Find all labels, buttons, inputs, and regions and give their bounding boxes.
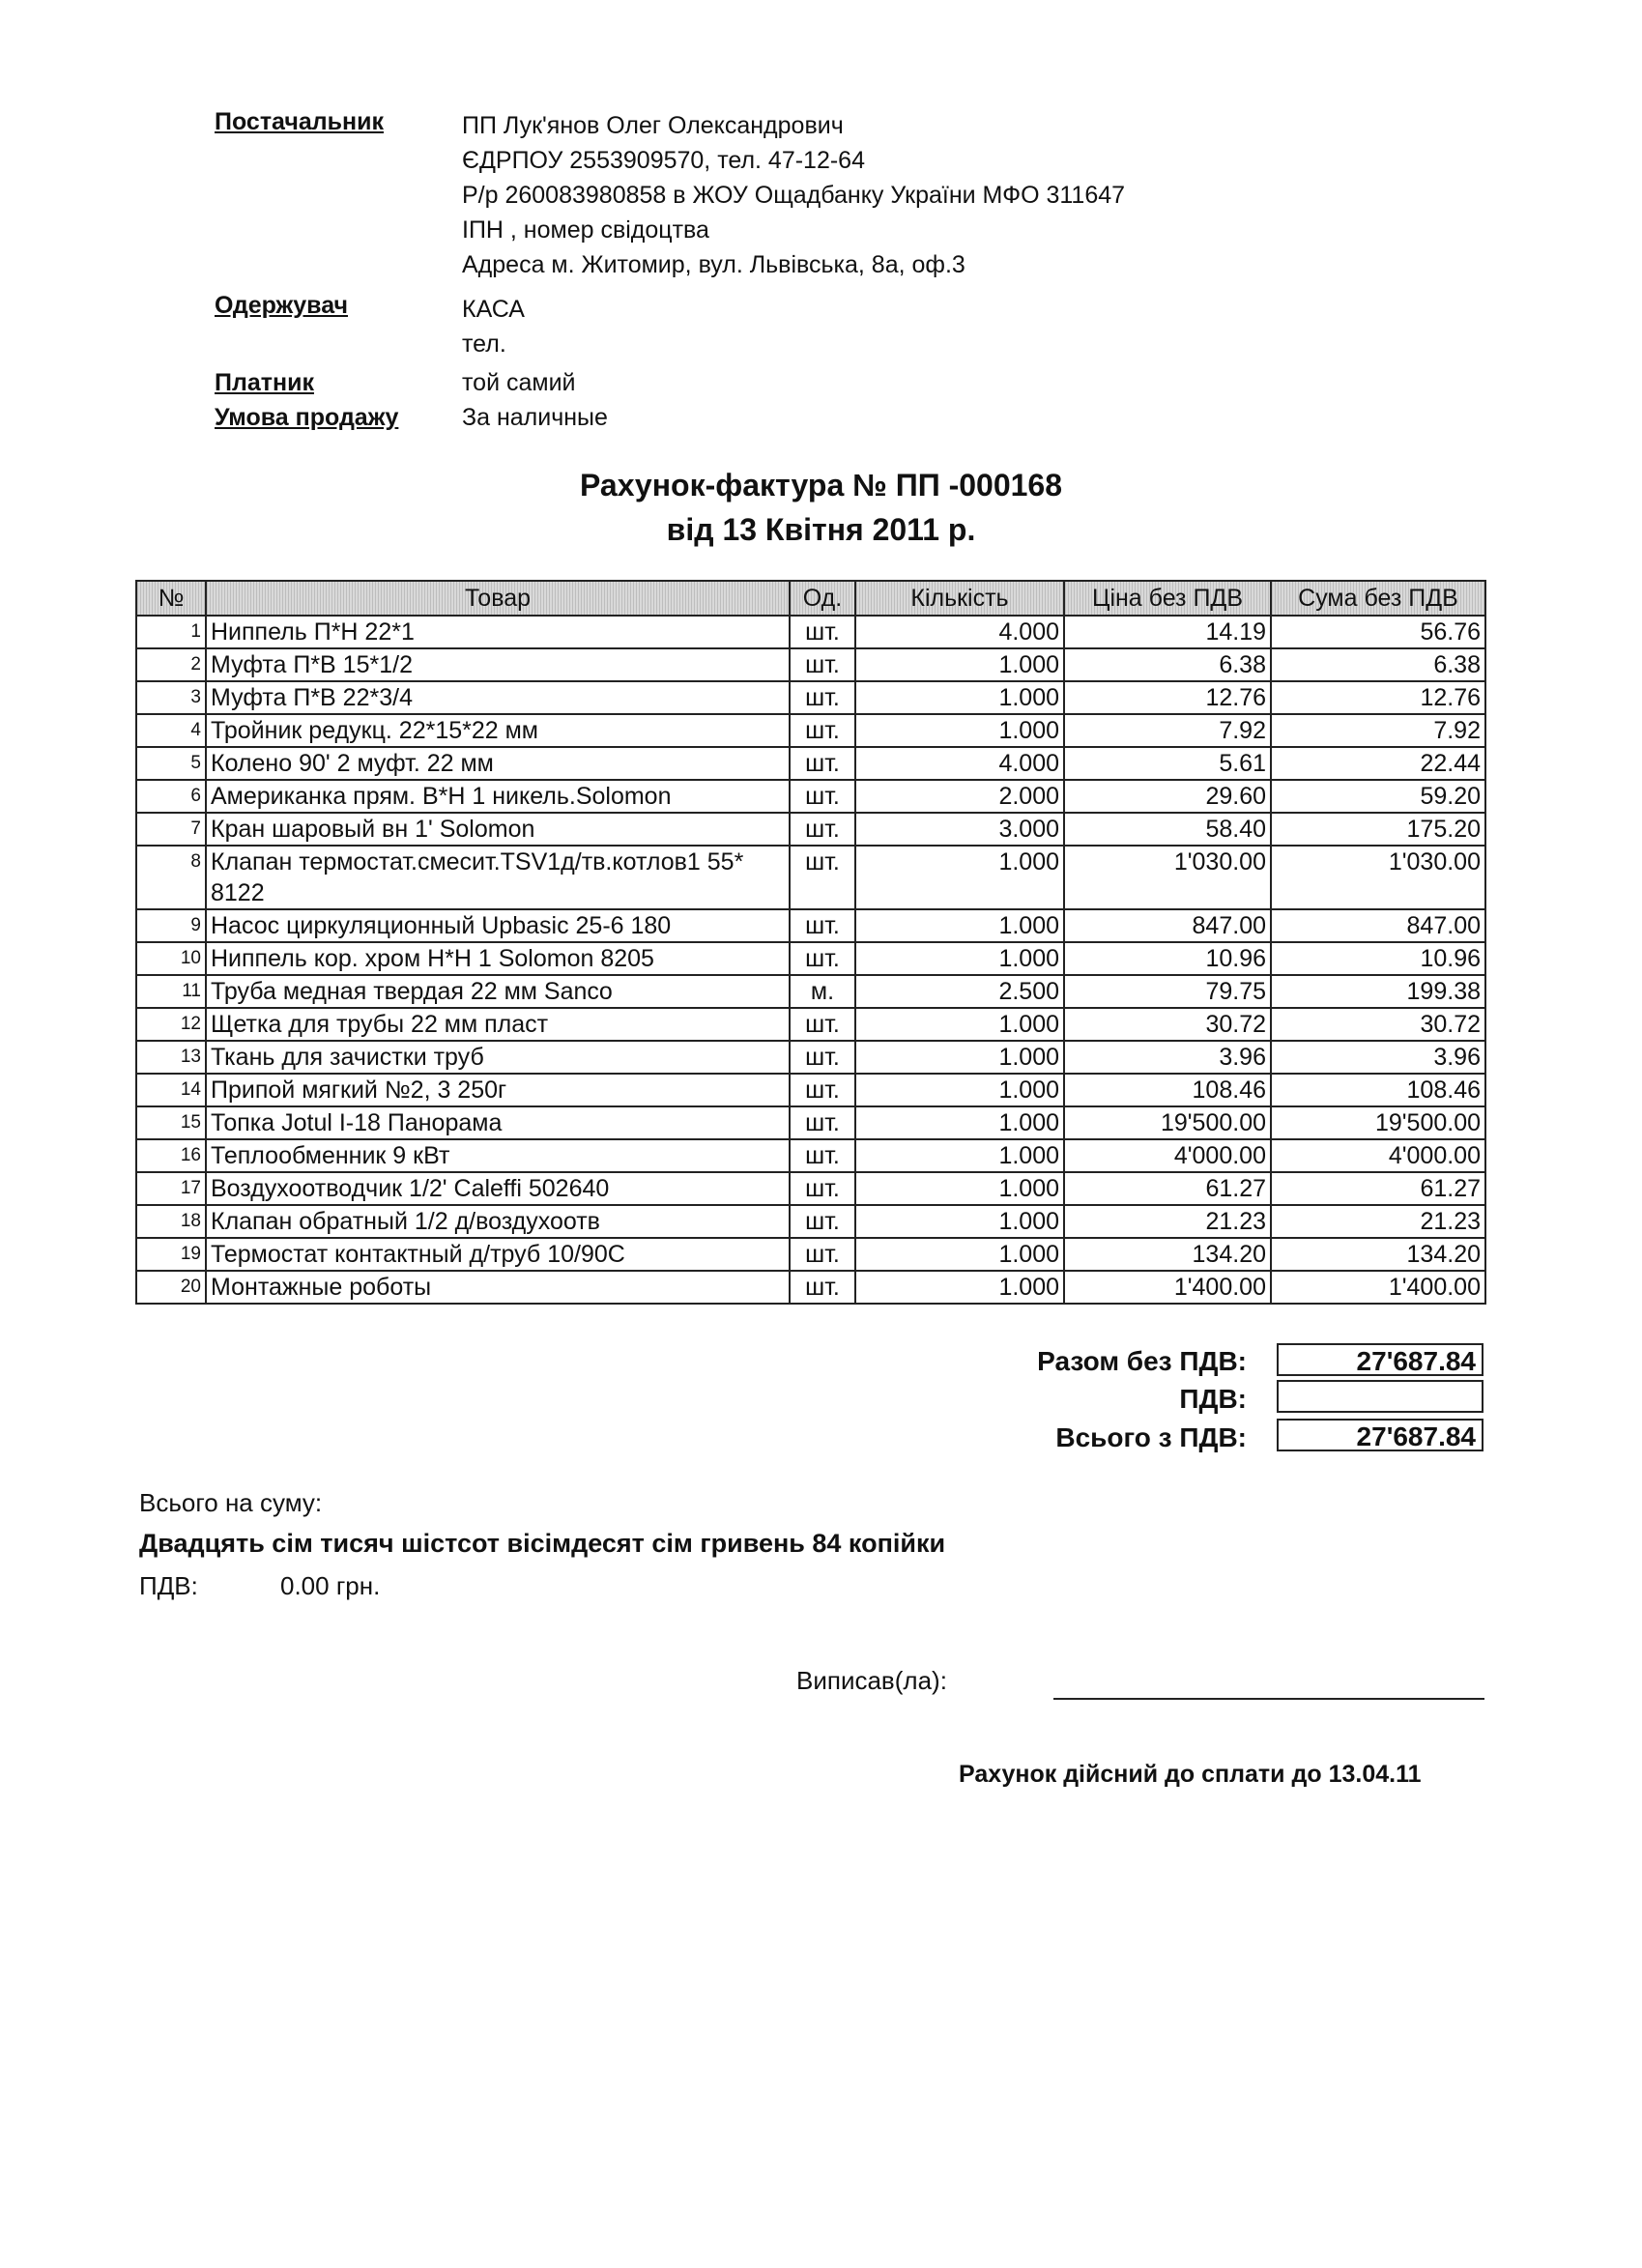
- col-header-product: Товар: [206, 581, 790, 616]
- row-unit: шт.: [790, 1205, 855, 1238]
- col-header-sum: Сума без ПДВ: [1271, 581, 1485, 616]
- row-sum: 108.46: [1271, 1074, 1485, 1106]
- row-unit: шт.: [790, 846, 855, 909]
- row-quantity: 1.000: [855, 714, 1064, 747]
- invoice-date: від 13 Квітня 2011 р.: [666, 512, 976, 547]
- row-sum: 134.20: [1271, 1238, 1485, 1271]
- row-price: 30.72: [1064, 1008, 1271, 1041]
- row-quantity: 1.000: [855, 909, 1064, 942]
- row-unit: шт.: [790, 1106, 855, 1139]
- col-header-quantity: Кількість: [855, 581, 1064, 616]
- row-quantity: 1.000: [855, 681, 1064, 714]
- row-sum: 59.20: [1271, 780, 1485, 813]
- row-number: 10: [136, 942, 206, 975]
- row-unit: шт.: [790, 1041, 855, 1074]
- table-row: [136, 1041, 1485, 1074]
- row-unit: шт.: [790, 813, 855, 846]
- row-sum: 56.76: [1271, 616, 1485, 648]
- receiver-line: КАСА: [462, 296, 525, 323]
- row-sum: 61.27: [1271, 1172, 1485, 1205]
- row-number: 15: [136, 1106, 206, 1139]
- table-row: [136, 1139, 1485, 1172]
- table-row: [136, 1106, 1485, 1139]
- row-number: 13: [136, 1041, 206, 1074]
- row-quantity: 4.000: [855, 747, 1064, 780]
- row-price: 10.96: [1064, 942, 1271, 975]
- row-product-name: Ниппель П*Н 22*1: [206, 616, 790, 648]
- payer-value: той самий: [462, 369, 576, 396]
- row-product-name: Воздухоотводчик 1/2' Caleffi 502640: [206, 1172, 790, 1205]
- row-sum: 6.38: [1271, 648, 1485, 681]
- row-quantity: 2.000: [855, 780, 1064, 813]
- row-price: 14.19: [1064, 616, 1271, 648]
- row-product-name: Ткань для зачистки труб: [206, 1041, 790, 1074]
- row-quantity: 1.000: [855, 1238, 1064, 1271]
- row-sum: 19'500.00: [1271, 1106, 1485, 1139]
- col-header-price: Ціна без ПДВ: [1064, 581, 1271, 616]
- row-quantity: 1.000: [855, 1074, 1064, 1106]
- row-sum: 10.96: [1271, 942, 1485, 975]
- row-price: 6.38: [1064, 648, 1271, 681]
- row-sum: 30.72: [1271, 1008, 1485, 1041]
- vat-label: ПДВ:: [1179, 1384, 1247, 1414]
- payer-label: Платник: [215, 369, 314, 396]
- row-number: 9: [136, 909, 206, 942]
- row-product-name: Теплообменник 9 кВт: [206, 1139, 790, 1172]
- row-unit: шт.: [790, 1172, 855, 1205]
- row-product-name: Топка Jotul I-18 Панорама: [206, 1106, 790, 1139]
- amount-in-words: Двадцять сім тисяч шістсот вісімдесят сім гривень 84 копійки: [139, 1529, 946, 1558]
- table-row: [136, 813, 1485, 846]
- row-sum: 847.00: [1271, 909, 1485, 942]
- table-header-row: [136, 581, 1485, 616]
- row-unit: шт.: [790, 909, 855, 942]
- row-sum: 1'030.00: [1271, 846, 1485, 909]
- row-price: 108.46: [1064, 1074, 1271, 1106]
- row-sum: 175.20: [1271, 813, 1485, 846]
- row-unit: шт.: [790, 1271, 855, 1304]
- table-row: [136, 909, 1485, 942]
- row-number: 12: [136, 1008, 206, 1041]
- table-row: [136, 714, 1485, 747]
- row-number: 17: [136, 1172, 206, 1205]
- row-quantity: 1.000: [855, 1041, 1064, 1074]
- col-header-number: №: [136, 581, 206, 616]
- row-product-name: Муфта П*В 22*3/4: [206, 681, 790, 714]
- issued-by-label: Виписав(ла):: [796, 1666, 947, 1695]
- row-number: 16: [136, 1139, 206, 1172]
- row-sum: 21.23: [1271, 1205, 1485, 1238]
- row-number: 11: [136, 975, 206, 1008]
- row-quantity: 1.000: [855, 1271, 1064, 1304]
- row-price: 1'030.00: [1064, 846, 1271, 909]
- row-price: 12.76: [1064, 681, 1271, 714]
- validity-note: Рахунок дійсний до сплати до 13.04.11: [959, 1761, 1422, 1788]
- receiver-details: [462, 292, 525, 361]
- row-unit: шт.: [790, 747, 855, 780]
- supplier-line: ПП Лук'янов Олег Олександрович: [462, 112, 844, 139]
- table-row: [136, 648, 1485, 681]
- row-sum: 22.44: [1271, 747, 1485, 780]
- row-number: 6: [136, 780, 206, 813]
- vat-value: [1277, 1380, 1484, 1413]
- row-product-name: Муфта П*В 15*1/2: [206, 648, 790, 681]
- supplier-line: Р/р 260083980858 в ЖОУ Ощадбанку України МФО 311647: [462, 182, 1126, 209]
- table-row: [136, 975, 1485, 1008]
- row-product-name: Клапан обратный 1/2 д/воздухоотв: [206, 1205, 790, 1238]
- row-unit: шт.: [790, 681, 855, 714]
- row-price: 79.75: [1064, 975, 1271, 1008]
- invoice-title: Рахунок-фактура № ПП -000168: [579, 468, 1063, 502]
- row-number: 2: [136, 648, 206, 681]
- row-unit: шт.: [790, 648, 855, 681]
- supplier-label: Постачальник: [215, 108, 384, 135]
- row-unit: шт.: [790, 616, 855, 648]
- row-product-name: Клапан термостат.смесит.TSV1д/тв.котлов1 55* 8122: [206, 846, 790, 909]
- amount-label: Всього на суму:: [139, 1488, 323, 1517]
- row-quantity: 1.000: [855, 648, 1064, 681]
- row-product-name: Монтажные роботы: [206, 1271, 790, 1304]
- row-sum: 199.38: [1271, 975, 1485, 1008]
- subtotal-label: Разом без ПДВ:: [1037, 1346, 1247, 1376]
- row-number: 5: [136, 747, 206, 780]
- row-quantity: 1.000: [855, 1008, 1064, 1041]
- row-sum: 3.96: [1271, 1041, 1485, 1074]
- row-unit: шт.: [790, 1238, 855, 1271]
- row-product-name: Припой мягкий №2, 3 250г: [206, 1074, 790, 1106]
- table-row: [136, 1205, 1485, 1238]
- row-price: 3.96: [1064, 1041, 1271, 1074]
- supplier-line: Адреса м. Житомир, вул. Львівська, 8а, оф.3: [462, 251, 965, 278]
- supplier-details: [462, 108, 1125, 282]
- total-value: 27'687.84: [1277, 1419, 1484, 1451]
- items-table: [135, 580, 1486, 1305]
- row-quantity: 1.000: [855, 1172, 1064, 1205]
- row-price: 29.60: [1064, 780, 1271, 813]
- row-unit: шт.: [790, 1139, 855, 1172]
- supplier-line: ЄДРПОУ 2553909570, тел. 47-12-64: [462, 147, 865, 174]
- row-number: 4: [136, 714, 206, 747]
- row-price: 21.23: [1064, 1205, 1271, 1238]
- row-product-name: Ниппель кор. хром Н*Н 1 Solomon 8205: [206, 942, 790, 975]
- row-sum: 7.92: [1271, 714, 1485, 747]
- items-table-body: [136, 616, 1485, 1304]
- row-product-name: Термостат контактный д/труб 10/90С: [206, 1238, 790, 1271]
- table-row: [136, 1008, 1485, 1041]
- table-row: [136, 1271, 1485, 1304]
- row-price: 5.61: [1064, 747, 1271, 780]
- table-row: [136, 846, 1485, 909]
- row-number: 14: [136, 1074, 206, 1106]
- table-row: [136, 616, 1485, 648]
- row-sum: 12.76: [1271, 681, 1485, 714]
- row-unit: шт.: [790, 714, 855, 747]
- row-price: 58.40: [1064, 813, 1271, 846]
- receiver-label: Одержувач: [215, 292, 349, 319]
- row-number: 20: [136, 1271, 206, 1304]
- row-quantity: 1.000: [855, 942, 1064, 975]
- row-price: 19'500.00: [1064, 1106, 1271, 1139]
- row-sum: 4'000.00: [1271, 1139, 1485, 1172]
- row-number: 19: [136, 1238, 206, 1271]
- row-quantity: 2.500: [855, 975, 1064, 1008]
- row-unit: шт.: [790, 1074, 855, 1106]
- table-row: [136, 1238, 1485, 1271]
- summary-vat-value: 0.00 грн.: [280, 1571, 381, 1600]
- row-price: 1'400.00: [1064, 1271, 1271, 1304]
- row-quantity: 4.000: [855, 616, 1064, 648]
- row-sum: 1'400.00: [1271, 1271, 1485, 1304]
- signature-line: [1053, 1698, 1484, 1700]
- row-number: 8: [136, 846, 206, 909]
- row-unit: шт.: [790, 942, 855, 975]
- row-product-name: Насос циркуляционный Upbasic 25-6 180: [206, 909, 790, 942]
- table-row: [136, 1074, 1485, 1106]
- row-number: 7: [136, 813, 206, 846]
- col-header-unit: Од.: [790, 581, 855, 616]
- row-product-name: Щетка для трубы 22 мм пласт: [206, 1008, 790, 1041]
- row-price: 7.92: [1064, 714, 1271, 747]
- summary-vat-label: ПДВ:: [139, 1571, 198, 1600]
- row-quantity: 1.000: [855, 846, 1064, 909]
- row-product-name: Колено 90' 2 муфт. 22 мм: [206, 747, 790, 780]
- total-label: Всього з ПДВ:: [1055, 1422, 1247, 1452]
- row-price: 4'000.00: [1064, 1139, 1271, 1172]
- row-product-name: Американка прям. В*Н 1 никель.Solomon: [206, 780, 790, 813]
- row-product-name: Труба медная твердая 22 мм Sanco: [206, 975, 790, 1008]
- table-row: [136, 780, 1485, 813]
- row-product-name: Кран шаровый вн 1' Solomon: [206, 813, 790, 846]
- terms-label: Умова продажу: [215, 404, 399, 431]
- table-row: [136, 747, 1485, 780]
- row-number: 18: [136, 1205, 206, 1238]
- row-quantity: 1.000: [855, 1139, 1064, 1172]
- subtotal-value: 27'687.84: [1277, 1343, 1484, 1376]
- row-unit: шт.: [790, 1008, 855, 1041]
- row-price: 134.20: [1064, 1238, 1271, 1271]
- table-row: [136, 1172, 1485, 1205]
- row-number: 1: [136, 616, 206, 648]
- receiver-line: тел.: [462, 330, 506, 358]
- row-unit: шт.: [790, 780, 855, 813]
- row-price: 847.00: [1064, 909, 1271, 942]
- row-price: 61.27: [1064, 1172, 1271, 1205]
- row-quantity: 3.000: [855, 813, 1064, 846]
- row-quantity: 1.000: [855, 1106, 1064, 1139]
- terms-value: За наличные: [462, 404, 608, 431]
- table-row: [136, 942, 1485, 975]
- row-product-name: Тройник редукц. 22*15*22 мм: [206, 714, 790, 747]
- row-quantity: 1.000: [855, 1205, 1064, 1238]
- table-row: [136, 681, 1485, 714]
- row-number: 3: [136, 681, 206, 714]
- row-unit: м.: [790, 975, 855, 1008]
- supplier-line: ІПН , номер свідоцтва: [462, 216, 709, 244]
